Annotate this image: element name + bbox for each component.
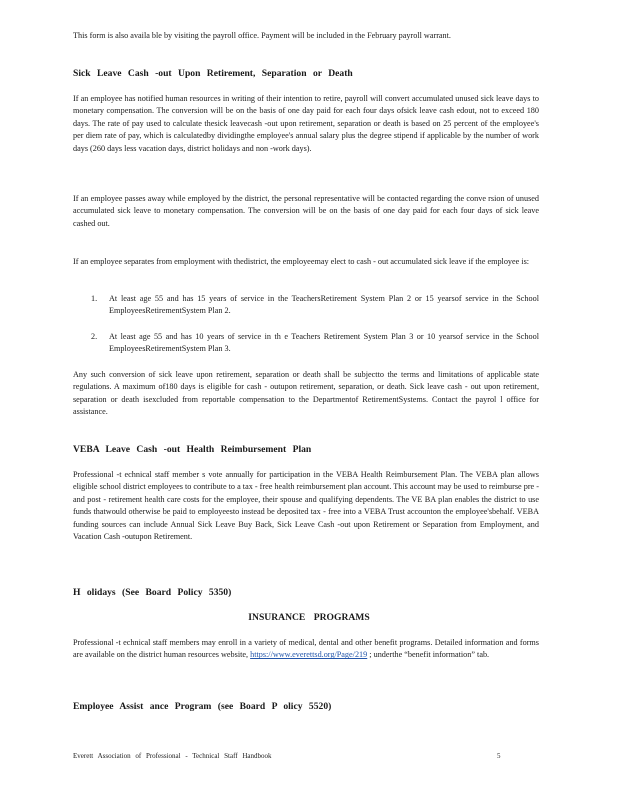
veba-paragraph: Professional -t echnical staff member s vote annually for participation in the VEBA Health Reimbursement Plan. The VEBA plan allows eligible school district employees to contribute to a tax - free health reimbursement plan account. This account may be used to reimburse pre -and post - retirement health care costs for the employee, their spouse and qualifying dependents. The VE BA plan enables the district to use funds thatwould otherwise be paid to employeesto instead be deposited tax - free into a VEBA Trust accounton the employee'sbehalf. VEBA funding sources can include Annual Sick Leave Buy Back, Sick Leave Cash -out upon Retirement or Separation from Employment, and Vacation Cash -outupon Retirement. [73, 470, 539, 542]
insurance-paragraph [73, 637, 539, 662]
sick-leave-paragraph-4: Any such conversion of sick leave upon retirement, separation or death shall be subjectto the terms and limitations of applicable state regulations. A maximum of180 days is eligible for cash - outupon retirement, separation, or death. Sick leave cash - out upon retirement, separation or death isexcluded from reportable compensation to the Departmentof RetirementSystems. Contact the payrol l office for assistance. [73, 370, 539, 417]
sick-leave-paragraph-2: If an employee passes away while employed by the district, the personal representative will be contacted regarding the conve rsion of unused accumulated sick leave to monetary compensation. The conversion will be on the basis of one day paid for each four days of sick leave cashed out. [73, 194, 539, 228]
list-item-number: 1. [91, 294, 98, 303]
sick-leave-paragraph-3: If an employee separates from employment with thedistrict, the employeemay elect to cash - out accumulated sick leave if the employee is: [73, 257, 530, 266]
list-item-text: At least age 55 and has 15 years of service in the TeachersRetirement System Plan 2 or 15 yearsof service in the School EmployeesRetirementSystem Plan 2. [109, 294, 539, 316]
eap-heading: Employee Assist ance Program (see Board P olicy 5520) [73, 701, 332, 712]
benefits-website-link[interactable]: https://www.everettsd.org/Page/219 [250, 650, 368, 660]
footer-title: Everett Association of Professional - Technical Staff Handbook [73, 752, 272, 760]
insurance-heading: INSURANCE PROGRAMS [248, 612, 370, 623]
insurance-text-before: Professional -t echnical staff members may enroll in a variety of medical, dental and other benefit programs. Detailed information and forms are available on the district human resources website, [73, 638, 539, 660]
page-number: 5 [497, 752, 501, 760]
sick-leave-paragraph-1: If an employee has notified human resources in writing of their intention to retire, payroll will convert accumulated unused sick leave days to monetary compensation. The conversion will be on the basis of one day paid for each four days ofsick leave cash edout, not to exceed 180 days. The rate of pay used to calculate thesick leavecash -out upon retirement, separation or death is based on 25 percent of the employee's per diem rate of pay, which is calculatedby dividingthe employee's annual salary plus the degree stipend if applicable by the number of work days (260 days less vacation days, district holidays and non -work days). [73, 94, 539, 153]
list-item-text: At least age 55 and has 10 years of service in th e Teachers Retirement System Plan 3 or 10 yearsof service in the School EmployeesRetirementSystem Plan 3. [109, 332, 539, 354]
holidays-heading: H olidays (See Board Policy 5350) [73, 587, 232, 598]
intro-paragraph: This form is also availa ble by visiting the payroll office. Payment will be included in the February payroll warrant. [73, 31, 451, 40]
list-item-number: 2. [91, 332, 98, 341]
insurance-text-after: ; underthe “benefit information” tab. [367, 650, 490, 660]
veba-heading: VEBA Leave Cash -out Health Reimbursement Plan [73, 444, 312, 455]
list-item [91, 331, 539, 356]
sick-leave-heading: Sick Leave Cash -out Upon Retirement, Separation or Death [73, 68, 353, 79]
list-item [91, 293, 539, 318]
